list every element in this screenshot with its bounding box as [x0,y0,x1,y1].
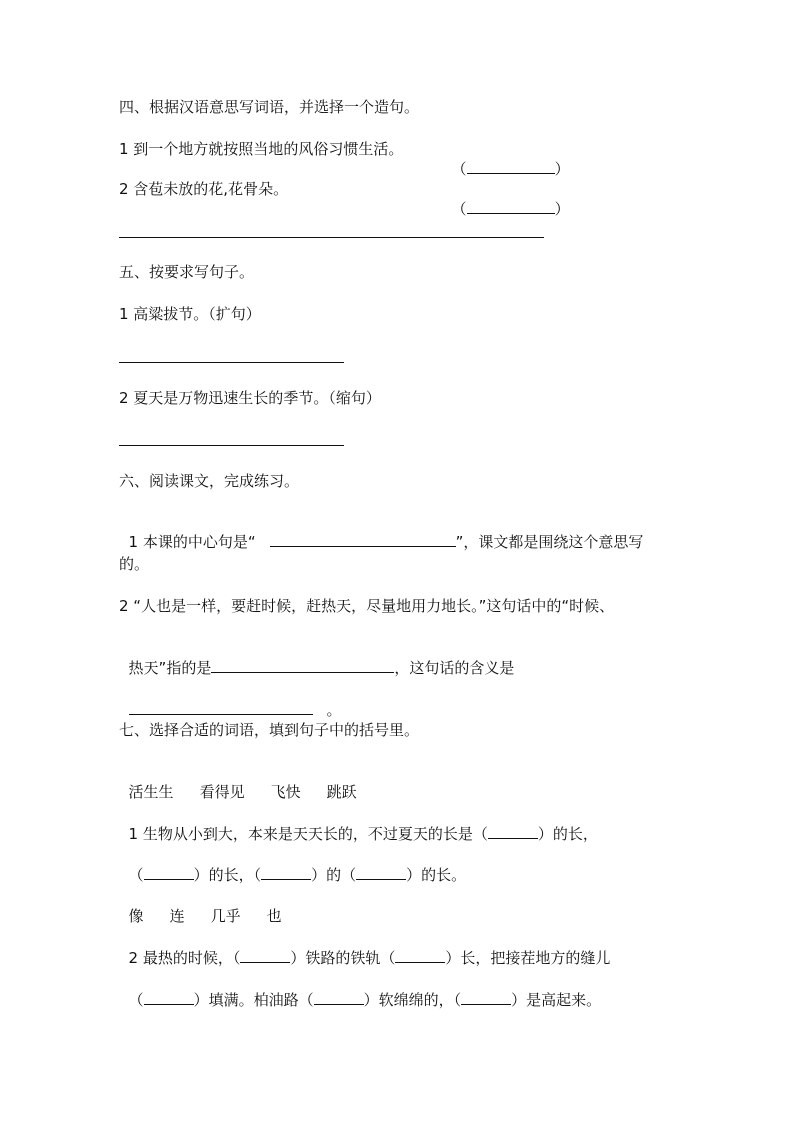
section6-q2-line2 [119,638,514,678]
paren-blank[interactable] [314,990,364,1005]
section7-q2-text: ）铁路的铁轨（ [290,949,396,967]
paren-blank[interactable] [261,865,311,880]
paren-open: （ [128,866,144,884]
section7-q1-line2 [119,845,466,885]
section6-heading: 六、阅读课文，完成练习。 [119,472,300,490]
section7-q1-line1 [119,804,598,844]
section6-q2-line3 [119,680,342,720]
sentence-answer-line[interactable] [119,237,544,238]
word-option: 连 [169,907,185,925]
section7-heading: 七、选择合适的词语，填到句子中的括号里。 [119,721,420,739]
section6-q1-line2: 的。 [119,555,150,573]
section5-q1-answer-line[interactable] [119,362,344,363]
word-option: 像 [128,907,144,925]
word-option: 活生生 [128,783,174,801]
paren-blank[interactable] [461,990,511,1005]
paren-close: ） [554,200,570,218]
section7-q1-text: ）的长，（ [193,866,262,884]
paren-open: （ [128,991,144,1009]
meaning-blank[interactable] [211,658,394,673]
section7-q2-text: ）是高起来。 [511,991,602,1009]
paren-blank[interactable] [488,824,538,839]
section7-q2-text: 2 最热的时候，（ [128,949,241,967]
section5-heading: 五、按要求写句子。 [119,263,255,281]
paren-blank[interactable] [356,865,406,880]
word-option: 几乎 [210,907,241,925]
section5-q2-answer-line[interactable] [119,445,344,446]
section6-q1-text-a: 1 本课的中心句是“ [128,533,256,551]
implication-blank[interactable] [129,700,313,715]
period: 。 [326,701,342,719]
section7-q2-line2 [119,970,601,1010]
word-option: 看得见 [199,783,245,801]
central-sentence-blank[interactable] [270,532,456,547]
answer-blank[interactable] [467,159,555,174]
word-bank-2 [119,886,282,926]
paren-open: （ [451,160,467,178]
section5-q2: 2 夏天是万物迅速生长的季节。（缩句） [119,389,381,407]
section7-q1-text: 1 生物从小到大，本来是天天长的，不过夏天的长是（ [128,825,488,843]
paren-blank[interactable] [144,990,194,1005]
section6-q2-line1: 2 “人也是一样，要赶时候，赶热天，尽量地用力地长。”这句话中的“时候、 [119,597,615,615]
section4-q1-answer[interactable] [442,139,570,179]
section7-q2-text: ）软绵绵的，（ [363,991,462,1009]
paren-close: ） [554,160,570,178]
section7-q1-text: ）的长。 [406,866,467,884]
section4-q2-answer[interactable] [442,179,570,219]
answer-blank[interactable] [467,199,555,214]
section4-heading: 四、根据汉语意思写词语，并选择一个造句。 [119,98,420,116]
section7-q2-text: ）填满。柏油路（ [193,991,314,1009]
section6-q2-text-b: 热天”指的是 [128,659,212,677]
section7-q2-line1 [119,928,610,968]
section6-q1-text-b: ”，课文都是围绕这个意思写 [455,533,644,551]
word-option: 跳跃 [326,783,357,801]
paren-blank[interactable] [144,865,194,880]
paren-blank[interactable] [395,948,445,963]
section6-q2-text-c: ，这句话的含义是 [394,659,515,677]
section4-q1: 1 到一个地方就按照当地的风俗习惯生活。 [119,140,404,158]
section7-q1-text: ）的（ [311,866,357,884]
word-option: 也 [266,907,282,925]
section7-q2-text: ）长，把接茬地方的缝儿 [445,949,611,967]
paren-blank[interactable] [240,948,290,963]
word-option: 飞快 [270,783,301,801]
section4-q2: 2 含苞未放的花,花骨朵。 [119,180,289,198]
paren-open: （ [451,200,467,218]
section5-q1: 1 高粱拔节。（扩句） [119,305,261,323]
section7-q1-text: ）的长， [537,825,598,843]
section6-q1-line1 [119,512,643,552]
word-bank-1 [119,762,357,802]
